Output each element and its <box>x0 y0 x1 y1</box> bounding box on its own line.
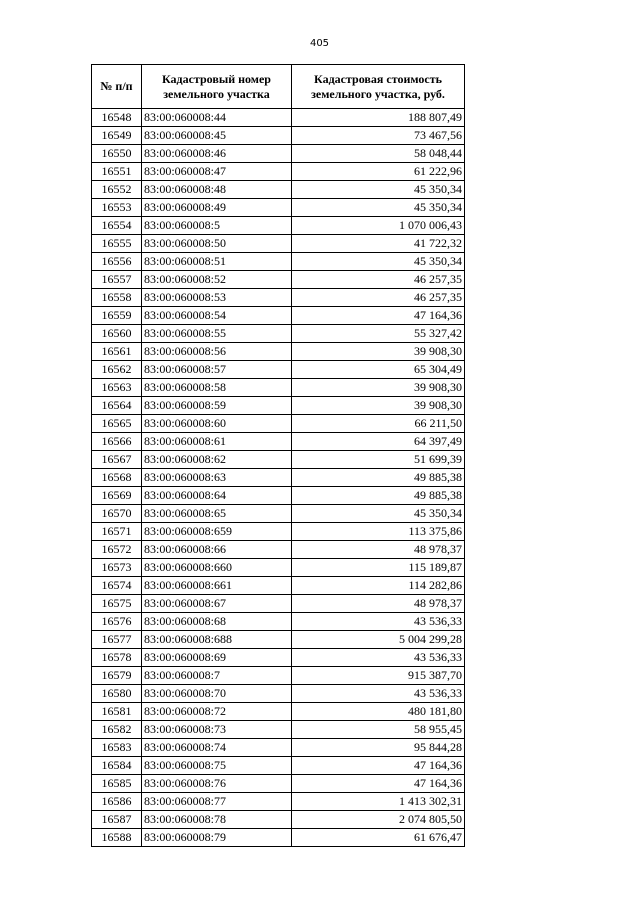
cadastral-number-cell: 83:00:060008:61 <box>142 433 292 451</box>
cadastral-value-cell: 61 222,96 <box>292 163 465 181</box>
cadastral-number-cell: 83:00:060008:661 <box>142 577 292 595</box>
table-row <box>92 145 465 163</box>
table-row <box>92 289 465 307</box>
table-row <box>92 469 465 487</box>
cadastral-value-cell: 48 978,37 <box>292 541 465 559</box>
cadastral-value-cell: 47 164,36 <box>292 775 465 793</box>
row-number-cell: 16573 <box>92 559 142 577</box>
cadastral-number-cell: 83:00:060008:72 <box>142 703 292 721</box>
cadastral-value-cell: 95 844,28 <box>292 739 465 757</box>
cadastral-number-cell: 83:00:060008:45 <box>142 127 292 145</box>
header-cadastral-value: Кадастровая стоимость земельного участка, руб. <box>292 65 465 109</box>
page-number: 405 <box>309 38 330 49</box>
cadastral-value-cell: 73 467,56 <box>292 127 465 145</box>
cadastral-value-cell: 43 536,33 <box>292 685 465 703</box>
cadastral-number-cell: 83:00:060008:76 <box>142 775 292 793</box>
cadastral-number-cell: 83:00:060008:78 <box>142 811 292 829</box>
row-number-cell: 16586 <box>92 793 142 811</box>
cadastral-number-cell: 83:00:060008:7 <box>142 667 292 685</box>
table-row <box>92 739 465 757</box>
cadastral-number-cell: 83:00:060008:79 <box>142 829 292 847</box>
row-number-cell: 16552 <box>92 181 142 199</box>
cadastral-value-cell: 41 722,32 <box>292 235 465 253</box>
cadastral-number-cell: 83:00:060008:75 <box>142 757 292 775</box>
cadastral-number-cell: 83:00:060008:49 <box>142 199 292 217</box>
cadastral-number-cell: 83:00:060008:74 <box>142 739 292 757</box>
table-row <box>92 505 465 523</box>
cadastral-number-cell: 83:00:060008:77 <box>142 793 292 811</box>
row-number-cell: 16587 <box>92 811 142 829</box>
cadastral-value-cell: 48 978,37 <box>292 595 465 613</box>
cadastral-value-cell: 47 164,36 <box>292 307 465 325</box>
cadastral-value-cell: 188 807,49 <box>292 109 465 127</box>
cadastral-number-cell: 83:00:060008:659 <box>142 523 292 541</box>
cadastral-value-cell: 45 350,34 <box>292 181 465 199</box>
row-number-cell: 16558 <box>92 289 142 307</box>
cadastral-value-cell: 39 908,30 <box>292 397 465 415</box>
cadastral-number-cell: 83:00:060008:51 <box>142 253 292 271</box>
row-number-cell: 16549 <box>92 127 142 145</box>
row-number-cell: 16562 <box>92 361 142 379</box>
table-row <box>92 577 465 595</box>
table-row <box>92 415 465 433</box>
cadastral-number-cell: 83:00:060008:48 <box>142 181 292 199</box>
header-row <box>92 65 465 109</box>
cadastral-number-cell: 83:00:060008:60 <box>142 415 292 433</box>
table-row <box>92 307 465 325</box>
row-number-cell: 16559 <box>92 307 142 325</box>
cadastral-number-cell: 83:00:060008:70 <box>142 685 292 703</box>
row-number-cell: 16565 <box>92 415 142 433</box>
table-row <box>92 163 465 181</box>
cadastral-value-cell: 5 004 299,28 <box>292 631 465 649</box>
row-number-cell: 16564 <box>92 397 142 415</box>
table-row <box>92 433 465 451</box>
table-row <box>92 829 465 847</box>
table-row <box>92 595 465 613</box>
cadastral-value-cell: 1 070 006,43 <box>292 217 465 235</box>
row-number-cell: 16563 <box>92 379 142 397</box>
table-row <box>92 379 465 397</box>
header-cadastral-number: Кадастровый номер земельного участка <box>142 65 292 109</box>
table-row <box>92 703 465 721</box>
cadastral-value-cell: 61 676,47 <box>292 829 465 847</box>
cadastral-number-cell: 83:00:060008:64 <box>142 487 292 505</box>
cadastral-number-cell: 83:00:060008:44 <box>142 109 292 127</box>
row-number-cell: 16584 <box>92 757 142 775</box>
cadastral-number-cell: 83:00:060008:73 <box>142 721 292 739</box>
cadastral-number-cell: 83:00:060008:55 <box>142 325 292 343</box>
cadastral-value-cell: 113 375,86 <box>292 523 465 541</box>
table-row <box>92 109 465 127</box>
cadastral-value-cell: 45 350,34 <box>292 253 465 271</box>
row-number-cell: 16572 <box>92 541 142 559</box>
cadastral-number-cell: 83:00:060008:62 <box>142 451 292 469</box>
row-number-cell: 16554 <box>92 217 142 235</box>
table-row <box>92 217 465 235</box>
cadastral-number-cell: 83:00:060008:57 <box>142 361 292 379</box>
cadastral-value-cell: 47 164,36 <box>292 757 465 775</box>
cadastral-number-cell: 83:00:060008:63 <box>142 469 292 487</box>
table-row <box>92 541 465 559</box>
table-row <box>92 793 465 811</box>
cadastral-value-cell: 46 257,35 <box>292 289 465 307</box>
row-number-cell: 16570 <box>92 505 142 523</box>
table-row <box>92 361 465 379</box>
row-number-cell: 16585 <box>92 775 142 793</box>
row-number-cell: 16578 <box>92 649 142 667</box>
cadastral-value-cell: 66 211,50 <box>292 415 465 433</box>
cadastral-value-cell: 55 327,42 <box>292 325 465 343</box>
table-row <box>92 181 465 199</box>
cadastral-number-cell: 83:00:060008:67 <box>142 595 292 613</box>
cadastral-value-cell: 480 181,80 <box>292 703 465 721</box>
cadastral-value-cell: 51 699,39 <box>292 451 465 469</box>
cadastral-value-cell: 39 908,30 <box>292 379 465 397</box>
cadastral-number-cell: 83:00:060008:65 <box>142 505 292 523</box>
cadastral-value-cell: 915 387,70 <box>292 667 465 685</box>
table-row <box>92 631 465 649</box>
table-header <box>92 65 465 109</box>
row-number-cell: 16574 <box>92 577 142 595</box>
row-number-cell: 16582 <box>92 721 142 739</box>
row-number-cell: 16583 <box>92 739 142 757</box>
row-number-cell: 16556 <box>92 253 142 271</box>
cadastral-value-cell: 1 413 302,31 <box>292 793 465 811</box>
table-row <box>92 721 465 739</box>
table-row <box>92 487 465 505</box>
row-number-cell: 16561 <box>92 343 142 361</box>
table-row <box>92 559 465 577</box>
row-number-cell: 16557 <box>92 271 142 289</box>
table-row <box>92 325 465 343</box>
cadastral-number-cell: 83:00:060008:5 <box>142 217 292 235</box>
row-number-cell: 16569 <box>92 487 142 505</box>
table-row <box>92 775 465 793</box>
cadastral-value-cell: 115 189,87 <box>292 559 465 577</box>
cadastral-value-cell: 65 304,49 <box>292 361 465 379</box>
row-number-cell: 16550 <box>92 145 142 163</box>
cadastral-value-table <box>91 64 465 847</box>
cadastral-number-cell: 83:00:060008:53 <box>142 289 292 307</box>
cadastral-value-cell: 58 048,44 <box>292 145 465 163</box>
table-row <box>92 253 465 271</box>
table-row <box>92 127 465 145</box>
table-row <box>92 667 465 685</box>
cadastral-number-cell: 83:00:060008:66 <box>142 541 292 559</box>
cadastral-number-cell: 83:00:060008:50 <box>142 235 292 253</box>
cadastral-number-cell: 83:00:060008:59 <box>142 397 292 415</box>
cadastral-number-cell: 83:00:060008:68 <box>142 613 292 631</box>
cadastral-number-cell: 83:00:060008:688 <box>142 631 292 649</box>
table-row <box>92 685 465 703</box>
table-body <box>92 109 465 847</box>
row-number-cell: 16560 <box>92 325 142 343</box>
cadastral-value-cell: 114 282,86 <box>292 577 465 595</box>
row-number-cell: 16579 <box>92 667 142 685</box>
table-row <box>92 613 465 631</box>
cadastral-value-cell: 43 536,33 <box>292 649 465 667</box>
cadastral-number-cell: 83:00:060008:56 <box>142 343 292 361</box>
row-number-cell: 16553 <box>92 199 142 217</box>
table-row <box>92 397 465 415</box>
table-row <box>92 523 465 541</box>
row-number-cell: 16581 <box>92 703 142 721</box>
table-row <box>92 649 465 667</box>
table-row <box>92 199 465 217</box>
cadastral-number-cell: 83:00:060008:58 <box>142 379 292 397</box>
cadastral-value-cell: 39 908,30 <box>292 343 465 361</box>
row-number-cell: 16580 <box>92 685 142 703</box>
cadastral-number-cell: 83:00:060008:46 <box>142 145 292 163</box>
table-row <box>92 343 465 361</box>
row-number-cell: 16548 <box>92 109 142 127</box>
row-number-cell: 16568 <box>92 469 142 487</box>
cadastral-value-cell: 49 885,38 <box>292 469 465 487</box>
table-row <box>92 757 465 775</box>
table-row <box>92 271 465 289</box>
cadastral-number-cell: 83:00:060008:52 <box>142 271 292 289</box>
cadastral-value-cell: 58 955,45 <box>292 721 465 739</box>
row-number-cell: 16571 <box>92 523 142 541</box>
cadastral-number-cell: 83:00:060008:69 <box>142 649 292 667</box>
row-number-cell: 16567 <box>92 451 142 469</box>
cadastral-value-cell: 2 074 805,50 <box>292 811 465 829</box>
row-number-cell: 16555 <box>92 235 142 253</box>
table-row <box>92 451 465 469</box>
cadastral-value-cell: 49 885,38 <box>292 487 465 505</box>
cadastral-number-cell: 83:00:060008:660 <box>142 559 292 577</box>
row-number-cell: 16588 <box>92 829 142 847</box>
table-row <box>92 235 465 253</box>
cadastral-value-cell: 43 536,33 <box>292 613 465 631</box>
cadastral-value-cell: 64 397,49 <box>292 433 465 451</box>
cadastral-number-cell: 83:00:060008:47 <box>142 163 292 181</box>
row-number-cell: 16575 <box>92 595 142 613</box>
header-row-number: № п/п <box>92 65 142 109</box>
cadastral-value-cell: 45 350,34 <box>292 199 465 217</box>
cadastral-value-cell: 46 257,35 <box>292 271 465 289</box>
cadastral-number-cell: 83:00:060008:54 <box>142 307 292 325</box>
table-row <box>92 811 465 829</box>
row-number-cell: 16566 <box>92 433 142 451</box>
row-number-cell: 16576 <box>92 613 142 631</box>
row-number-cell: 16551 <box>92 163 142 181</box>
row-number-cell: 16577 <box>92 631 142 649</box>
cadastral-value-cell: 45 350,34 <box>292 505 465 523</box>
